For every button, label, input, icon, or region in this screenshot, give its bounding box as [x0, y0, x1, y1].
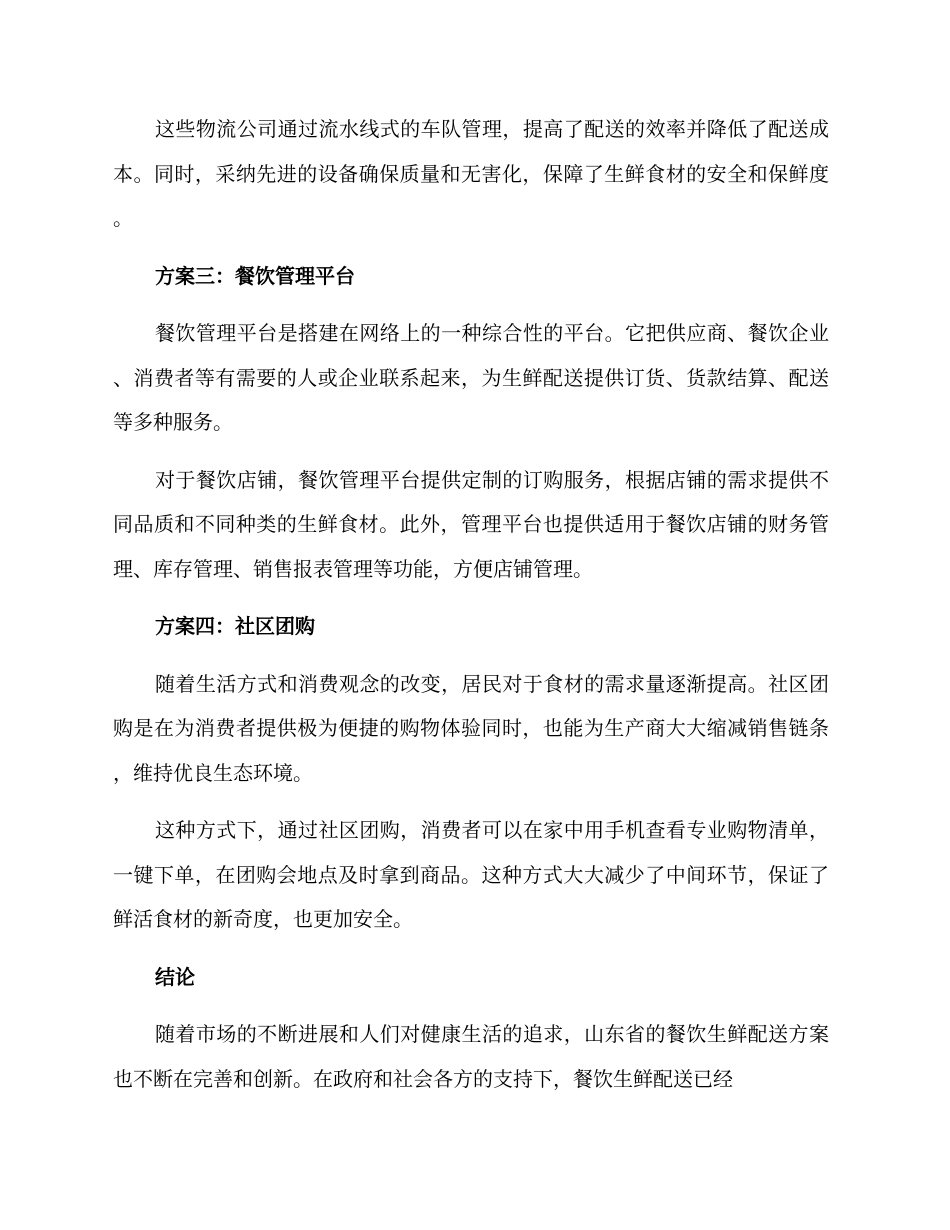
paragraph-group-buy-process: 这种方式下，通过社区团购，消费者可以在家中用手机查看专业购物清单，一键下单，在团购会地点及时拿到商品。这种方式大大减少了中间环节，保证了鲜活食材的新奇度，也更加安全。	[113, 818, 829, 931]
paragraph-platform-services: 对于餐饮店铺，餐饮管理平台提供定制的订购服务，根据店铺的需求提供不同品质和不同种类的生鲜食材。此外，管理平台也提供适用于餐饮店铺的财务管理、库存管理、销售报表管理等功能，方便店铺管理。	[113, 467, 829, 581]
paragraph-group-buy-intro: 随着生活方式和消费观念的改变，居民对于食材的需求量逐渐提高。社区团购是在为消费者提供极为便捷的购物体验同时，也能为生产商大大缩减销售链条，维持优良生态环境。	[113, 671, 829, 785]
paragraph-platform-intro: 餐饮管理平台是搭建在网络上的一种综合性的平台。它把供应商、餐饮企业、消费者等有需要的人或企业联系起来，为生鲜配送提供订货、货款结算、配送等多种服务。	[113, 321, 829, 434]
document-page	[113, 107, 829, 1114]
paragraph-logistics-efficiency: 这些物流公司通过流水线式的车队管理，提高了配送的效率并降低了配送成本。同时，采纳先进的设备确保质量和无害化，保障了生鲜食材的安全和保鲜度。	[113, 117, 829, 230]
heading-plan-four: 方案四：社区团购	[155, 614, 315, 638]
paragraph-conclusion: 随着市场的不断进展和人们对健康生活的追求，山东省的餐饮生鲜配送方案也不断在完善和创新。在政府和社会各方的支持下，餐饮生鲜配送已经	[113, 1022, 829, 1091]
heading-conclusion: 结论	[155, 964, 195, 989]
heading-plan-three: 方案三：餐饮管理平台	[155, 263, 355, 288]
